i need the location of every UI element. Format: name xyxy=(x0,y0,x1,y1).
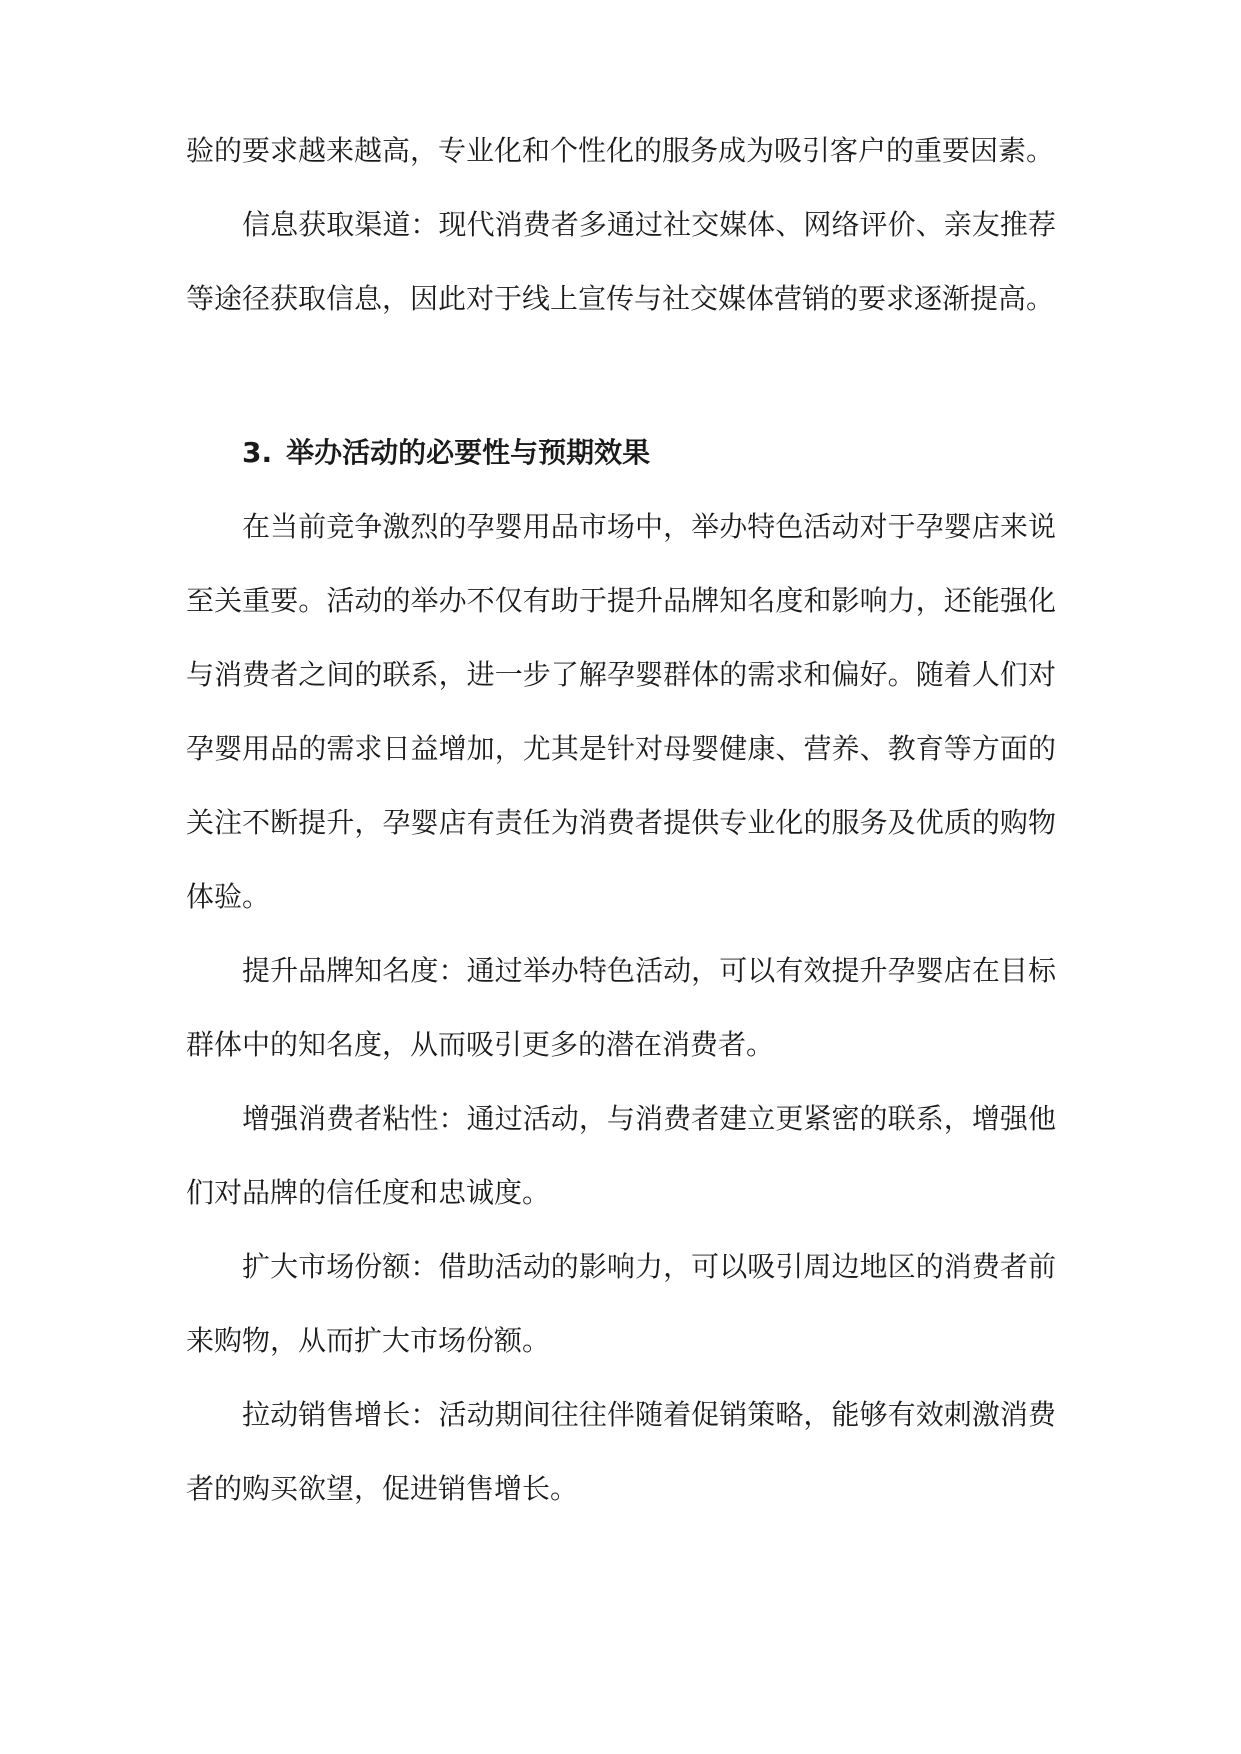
sales-growth-paragraph: 拉动销售增长：活动期间往往伴随着促销策略，能够有效刺激消费者的购买欲望，促进销售增长。 xyxy=(186,1398,1056,1505)
text-block-body xyxy=(186,490,1056,1526)
info-channel-paragraph: 信息获取渠道：现代消费者多通过社交媒体、网络评价、亲友推荐等途径获取信息，因此对于线上宣传与社交媒体营销的要求逐渐提高。 xyxy=(186,208,1056,315)
consumer-loyalty-paragraph: 增强消费者粘性：通过活动，与消费者建立更紧密的联系，增强他们对品牌的信任度和忠诚度。 xyxy=(186,1102,1056,1209)
section-title: 举办活动的必要性与预期效果 xyxy=(286,436,651,469)
brand-awareness-paragraph: 提升品牌知名度：通过举办特色活动，可以有效提升孕婴店在目标群体中的知名度，从而吸引更多的潜在消费者。 xyxy=(186,954,1056,1061)
section-heading xyxy=(186,416,1056,490)
continuation-paragraph: 验的要求越来越高，专业化和个性化的服务成为吸引客户的重要因素。 xyxy=(186,134,1055,167)
intro-paragraph: 在当前竞争激烈的孕婴用品市场中，举办特色活动对于孕婴店来说至关重要。活动的举办不仅有助于提升品牌知名度和影响力，还能强化与消费者之间的联系，进一步了解孕婴群体的需求和偏好。随着人们对孕婴用品的需求日益增加，尤其是针对母婴健康、营养、教育等方面的关注不断提升，孕婴店有责任为消费者提供专业化的服务及优质的购物体验。 xyxy=(186,510,1056,913)
market-share-paragraph: 扩大市场份额：借助活动的影响力，可以吸引周边地区的消费者前来购物，从而扩大市场份额。 xyxy=(186,1250,1056,1357)
text-block-top xyxy=(186,114,1056,336)
section-heading-block xyxy=(186,416,1056,490)
section-number: 3. xyxy=(242,436,273,469)
